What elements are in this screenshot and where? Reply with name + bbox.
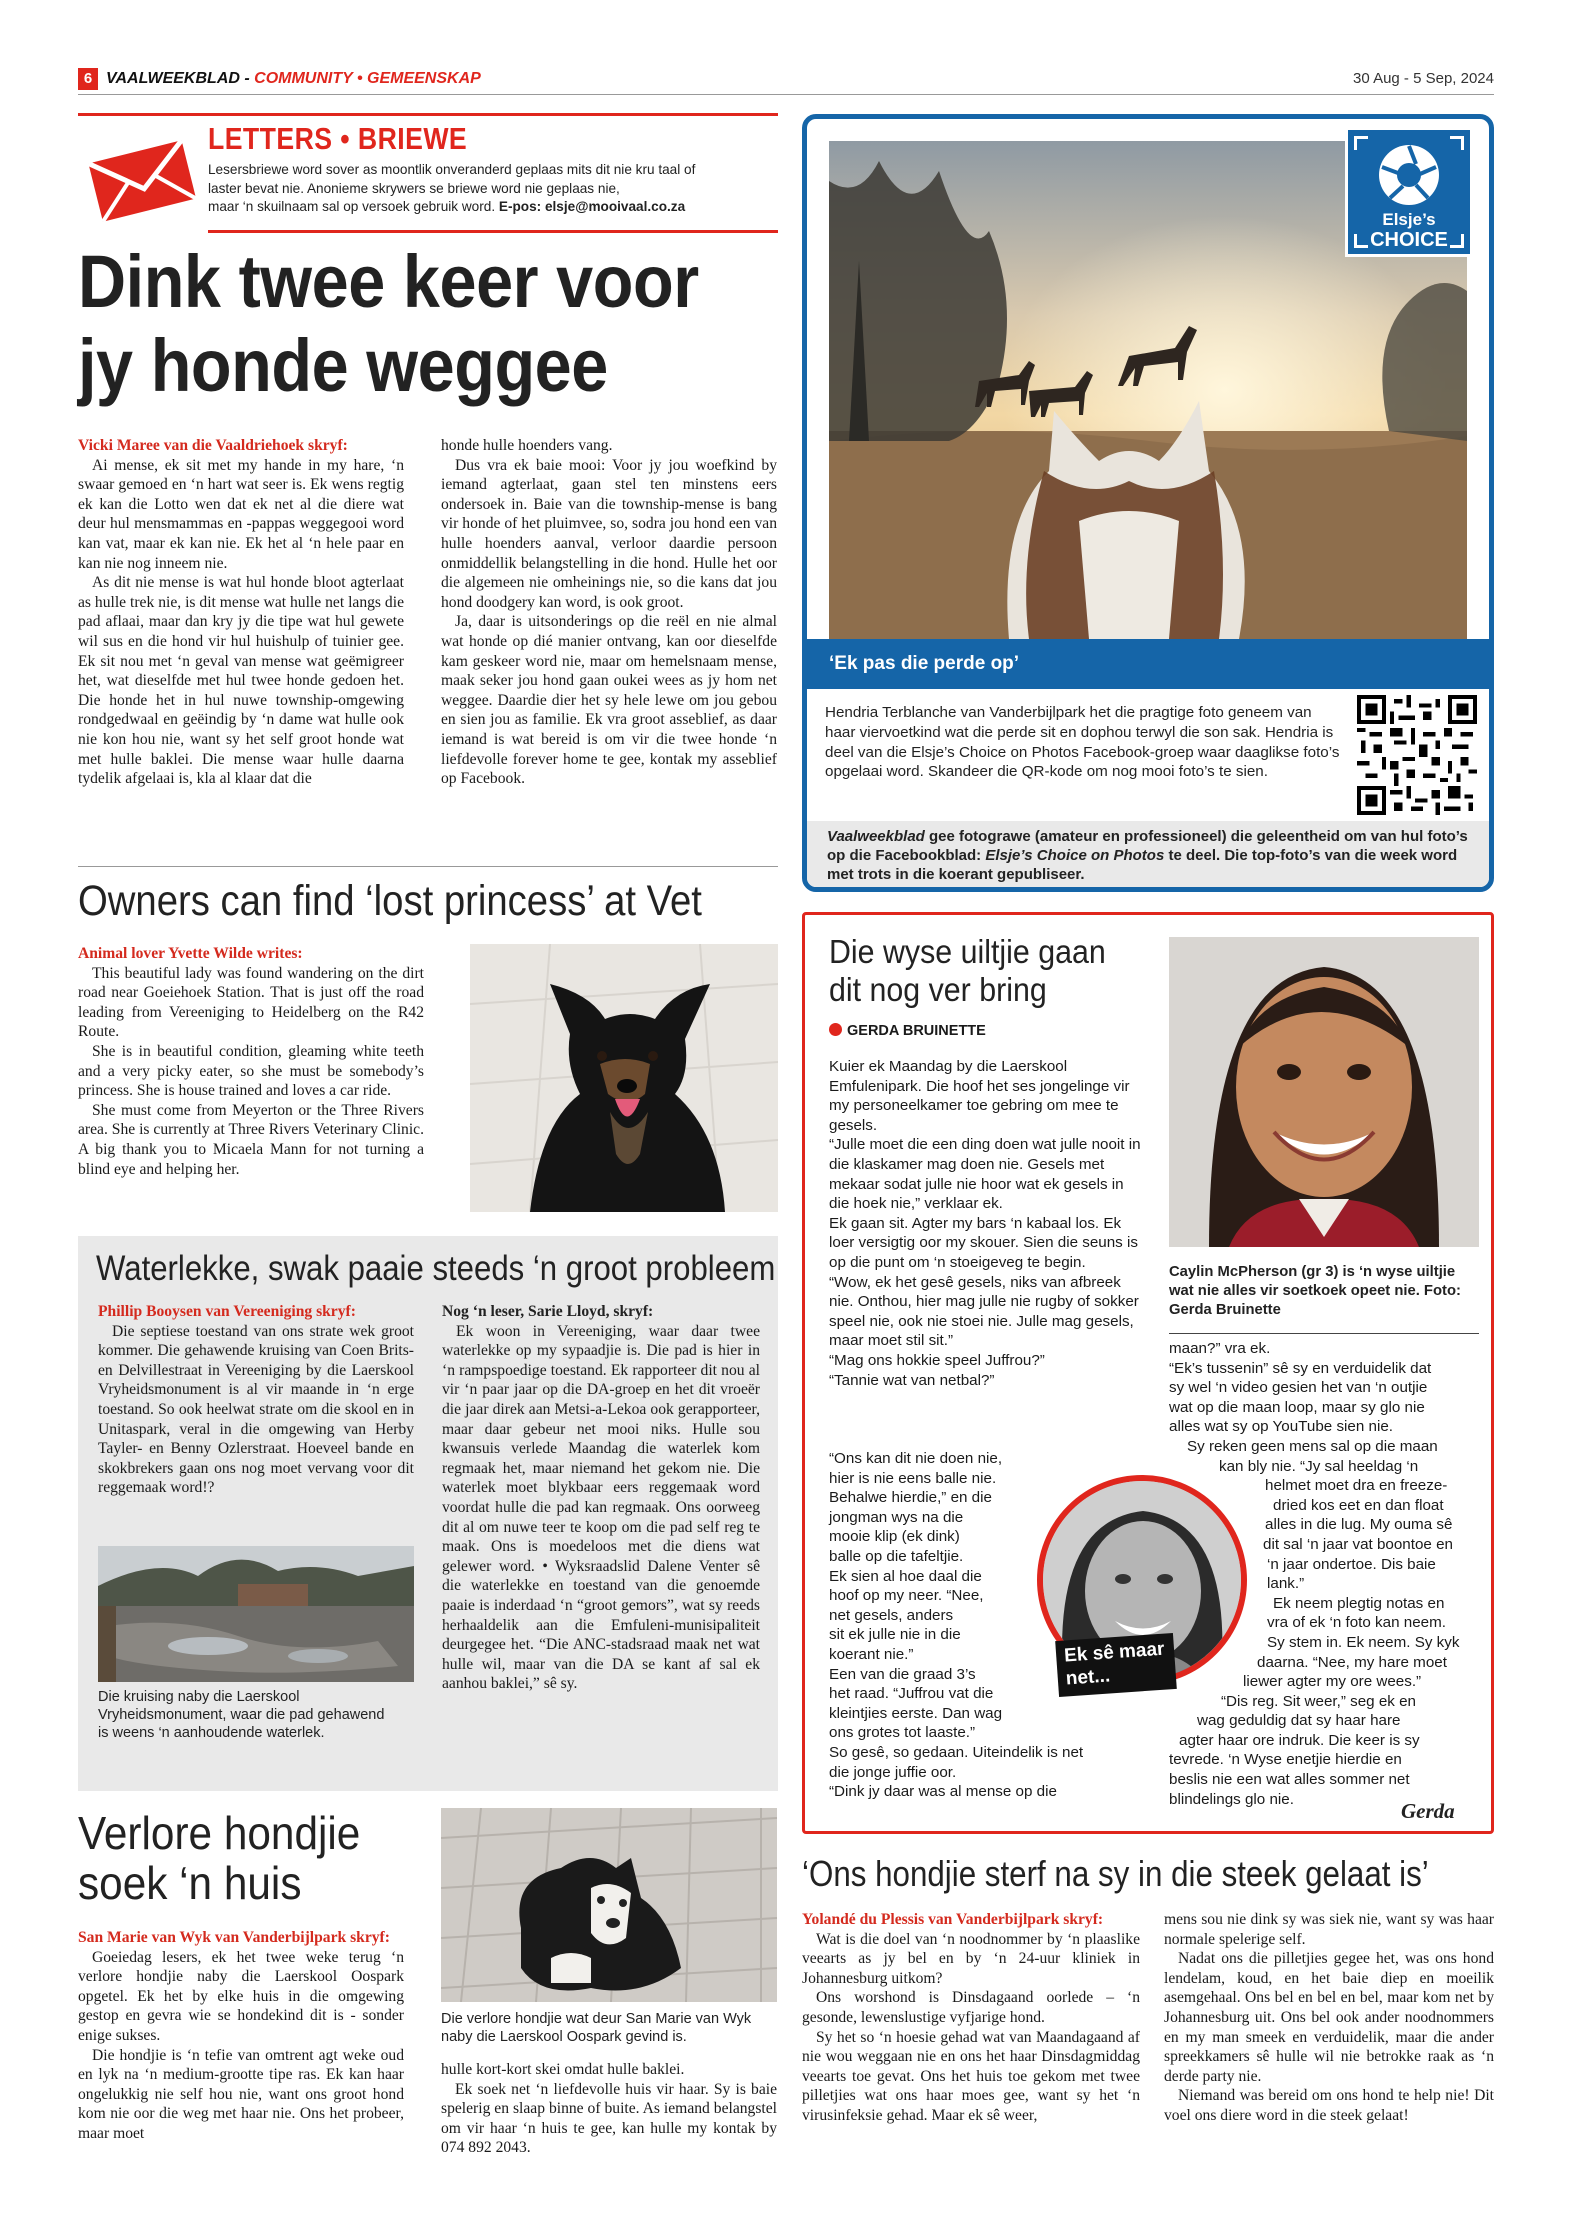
article-water-col2 (442, 1302, 760, 1694)
letters-intro-text: maar ‘n skuilnaam sal op versoek gebruik word. (208, 199, 496, 214)
paragraph: Sy het so ‘n hoesie gehad wat van Maandagaand af nie wou weggaan nie en ons het haar Dinsdagmiddag veearts toe gevat. Ons het huis toe gekom met twee pilletjies wat ons haar moes gee, want sy het ‘n virusinfeksie gehad. Maar ek sê weer, (802, 2028, 1140, 2124)
badge-line1: Elsje’s (1382, 210, 1436, 229)
paragraph: Ek woon in Vereeniging, waar daar twee waterlekke op my sypaadjie is. Die pad is hier in ‘n rampspoedige toestand. Ek rapporteer dit nou al vir ‘n paar jaar op die DA-groep en het dit vroeër die jaar direk aan Metsi-a-Lekoa ook gerapporteer, maar daar gebeur net mooi niks. Hulle sou kwansuis verlede Maandag die waterlek kom regmaak het, maar niemand het gekom nie. Die waterlek moet blykbaar eers reggemaak word voordat hulle die pad kan regmaak. Ons oorweeg dit al om nuwe teer te koop om die pad self reg te maak. Ons is moedeloos met die diens wat gelewer word. • Wyksraadslid Dalene Venter sê die waterlekke en toestand van die genoemde paaie is inderdaad ‘n “groot gemors”, wat sy reeds herhaaldelik aan die Emfuleni-munisipaliteit deurgegee het. “Die ANC-stadsraad maak net wat hulle wil, maar van die DA se kant af sal ek aanhou baklei,” sê sy. (442, 1322, 760, 1693)
text-line: “Ons kan dit nie doen nie, (829, 1450, 1003, 1467)
masthead-sep: - (239, 70, 255, 87)
paragraph: She is in beautiful condition, gleaming white teeth and a very picky eater, so she must be somebody’s princess. She is house trained and loves a car ride. (78, 1042, 424, 1100)
footer-pub: Vaalweekblad (827, 828, 925, 845)
headline-line2: jy honde weggee (78, 324, 608, 407)
paragraph: Kuier ek Maandag by die Laerskool Emfulenipark. Die hoof het ses jongelinge vir my personeelkamer toe gebring om mee te gesels. (829, 1058, 1130, 1134)
photo-black-dog (470, 944, 778, 1212)
paragraph: As dit nie mense is wat hul honde bloot agterlaat as hulle trek nie, is dit mense wat hulle net langs die pad aflaai, maar dan kry jy die tipe wat hul gewete wil sus en die hond vir hul huishulp of tuinier gee. Ek sit nou met ‘n geval van mense wat geëmigreer het, wat dieselfde met hul twee honde gedoen het. Die honde het in hul nuwe township-omgewing rondgedwaal en geëindig by ‘n dame wat hulle ook nie kon hou nie, want sy het self groot honde wat met hulle baklei. Die mense waar hulle daarna tydelik afgelaai is, kla al klaar dat die (78, 574, 404, 788)
text-line: Sy reken geen mens sal op die maan (1187, 1437, 1438, 1455)
article-dogs-headline (78, 240, 726, 408)
headline-line1: Dink twee keer voor (78, 240, 699, 323)
text-line: blindelings glo nie. (1169, 1790, 1294, 1808)
section-bullet: • (352, 70, 368, 87)
article-water-col1 (98, 1302, 414, 1498)
text-line: sy wel ‘n video gesien het van ‘n outjie (1169, 1379, 1428, 1397)
text-line: ‘n jaar ondertoe. Dis baie (1267, 1555, 1436, 1573)
paragraph: Nadat ons die pilletjies gegee het, was ons hond lendelam, koud, en het baie diep en moeilik asemgehaal. Ons bel en bel en bel, maar kom net by Johannesburg uit. Ons bel ook ander noodnommers en my man smeek en verduidelik, maar die ander spreekkamers sê hulle wil nie betrokke raak as ‘n derde party nie. (1164, 1950, 1494, 2085)
text-line: “Dis reg. Sit weer,” seg ek en (1221, 1692, 1416, 1710)
text-line: maan?” vra ek. (1169, 1340, 1271, 1357)
footer-text-1: gee fotograwe (amateur en professioneel) die geleentheid om van hul foto’s op die Facebookblad: (827, 828, 1468, 864)
masthead-title: VAALWEEKBLAD (106, 70, 240, 87)
paragraph: “Mag ons hokkie speel Juffrou?” (829, 1351, 1045, 1369)
badge-corner-tl (1354, 136, 1368, 150)
banner-top-rule (78, 113, 778, 116)
badge-corner-br (1450, 234, 1464, 248)
text-line: wag geduldig dat sy haar hare (1197, 1712, 1401, 1730)
elsjes-choice-badge (1345, 127, 1473, 257)
paragraph: “Julle moet die een ding doen wat julle nooit in die klaskamer mag doen nie. Gesels met mekaar sodat julle nie hoor wat ek gesels in die hoek nie,” verklaar ek. (829, 1136, 1141, 1213)
masthead (106, 68, 481, 90)
paragraph: She must come from Meyerton or the Three Rivers area. She is currently at Three Rivers Veterinary Clinic. A big thank you to Micaela Mann for not turning a blind eye and helping her. (78, 1101, 424, 1178)
headline-line1: Die wyse uiltjie gaan (829, 933, 1106, 970)
paragraph: Wat is die doel van ‘n noodnommer by ‘n plaaslike veearts as jy bel en by ‘n 24-uur kliniek in Johannesburg uitkom? (802, 1930, 1140, 1987)
section-name: COMMUNITY (254, 70, 353, 87)
article-lost-puppy-col2 (441, 2060, 777, 2158)
text-line: ons grotes tot laaste.” (829, 1724, 976, 1742)
photo-caption-title: ‘Ek pas die perde op’ (829, 653, 1020, 674)
paragraph: Ek gaan sit. Agter my bars ‘n kabaal los. Ek loer versigtig oor my skouer. Sien die seuns is op die punt om ‘n stoeigeveg te begin. (829, 1214, 1138, 1271)
text-line: net gesels, anders (829, 1606, 954, 1624)
text-line: liewer agter my ore wees.” (1243, 1673, 1422, 1691)
paragraph: Die hondjie is ‘n tefie van omtrent agt weke oud en lyk na ‘n medium-grootte tipe ras. Ek kan haar ongelukkig nie self hou nie, want ons groot hond kom nie oor die weg met haar nie. Ons het probeer, maar moet (78, 2046, 404, 2142)
photo-caylin-caption: Caylin McPherson (gr 3) is ‘n wyse uiltjie wat nie alles vir soetkoek opeet nie. Foto: Gerda Bruinette (1169, 1264, 1461, 1318)
letters-intro (208, 161, 778, 217)
qr-code[interactable] (1357, 695, 1477, 815)
footer-text-2: te deel. Die top-foto’s van die week word met trots in die koerant gepubliseer. (827, 847, 1458, 883)
column-badge-ek-se-maar-net (1055, 1633, 1177, 1697)
article-water-panel (78, 1236, 778, 1791)
text-line: dried kos eet en dan float (1273, 1496, 1444, 1514)
letters-intro-line3 (208, 198, 778, 217)
page-header (78, 64, 1494, 94)
red-dot-icon (829, 1023, 842, 1036)
elsjes-choice-description: Hendria Terblanche van Vanderbijlpark het die pragtige foto geneem van haar viervoetkind wat die perde sit en dophou terwyl die son sak. Hendria is deel van die Elsje’s Choice on Photos Facebook-groep waar daaglikse foto’s opgelaai word. Skandeer die QR-kode om nog mooi foto’s te sien. (825, 704, 1340, 781)
banner-bottom-rule (208, 230, 778, 233)
article-died-col1 (802, 1910, 1140, 2126)
text-line: lank.” (1267, 1575, 1305, 1593)
text-line: die jonge juffie oor. (829, 1763, 957, 1781)
letters-email[interactable]: E-pos: elsje@mooivaal.co.za (498, 199, 686, 214)
badge-corner-bl (1354, 234, 1368, 248)
text-line: daarna. “Nee, my hare moet (1257, 1653, 1447, 1671)
photo-caption-bar (807, 639, 1489, 689)
letters-title: LETTERS • BRIEWE (208, 121, 468, 156)
text-line: wat op die maan loop, maar sy glo nie (1169, 1398, 1425, 1416)
article-dogs-byline: Vicki Maree van die Vaaldriehoek skryf: (78, 437, 348, 454)
camera-aperture-icon (1376, 142, 1442, 208)
elsjes-choice-panel (802, 114, 1494, 892)
paragraph: Niemand was bereid om ons hond te help nie! Dit voel ons diere word in die steek gelaat! (1164, 2087, 1494, 2124)
text-line: alles wat sy op YouTube sien nie. (1169, 1418, 1394, 1436)
text-line: dit sal ‘n jaar vat boontoe en (1263, 1535, 1453, 1553)
text-line: vra of ek ‘n foto kan neem. (1267, 1614, 1446, 1632)
article-water-byline2: Nog ‘n leser, Sarie Lloyd, skryf: (442, 1303, 654, 1320)
author-name: GERDA BRUINETTE (847, 1023, 986, 1039)
footer-group: Elsje’s Choice on Photos (985, 847, 1165, 864)
paragraph: Ek soek net ‘n liefdevolle huis vir haar. Sy is baie spelerig en slaap binne of buite. As iemand belangstel om vir haar ‘n huis te gee, kan hulle my kontak by 074 892 2043. (441, 2080, 777, 2157)
paragraph: Dus vra ek baie mooi: Voor jy jou woefkind by iemand agterlaat, gaan stel ten minstens eers ondersoek in. Baie van die township-mense is bang vir honde of het pluimvee, so, sodra jou hond een van hulle hoenders aanval, verloor daardie persoon onmiddellik belangstelling in die hond. Hulle het oor die algemeen nie omheinings nie, so die kans dat jou hond doodgery kan word, is ook groot. (441, 456, 777, 611)
text-line: alles in die lug. My ouma sê (1265, 1516, 1453, 1534)
text-line: agter haar ore indruk. Die keer is sy (1179, 1731, 1420, 1749)
article-died-headline: ‘Ons hondjie sterf na sy in die steek gelaat is’ (802, 1853, 1429, 1894)
text-line: hier is nie eens balle nie. (829, 1469, 997, 1487)
text-line: “Ek’s tussenin” sê sy en verduidelik dat (1169, 1359, 1432, 1377)
article-dogs-col1 (78, 436, 404, 789)
text-line: jongman wys na die (829, 1508, 964, 1526)
issue-date: 30 Aug - 5 Sep, 2024 (1353, 70, 1494, 87)
photo-damaged-road-caption: Die kruising naby die Laerskool Vryheidsmonument, waar die pad gehawend is weens ‘n aanhoudende waterlek. (98, 1689, 385, 1741)
photo-caylin (1169, 937, 1479, 1247)
letters-intro-line1: Lesersbriewe word sover as moontlik onveranderd geplaas mits dit nie kru taal of (208, 162, 696, 177)
headline-line2: dit nog ver bring (829, 971, 1047, 1008)
text-line: koerant nie.” (829, 1645, 914, 1663)
text-line: Sy stem in. Ek neem. Sy kyk (1267, 1633, 1460, 1651)
text-line: helmet moet dra en freeze- (1265, 1477, 1448, 1495)
signature-gerda: Gerda (1401, 1799, 1455, 1823)
paragraph: “Tannie wat van netbal?” (829, 1371, 995, 1389)
headline-line2: soek ‘n huis (78, 1857, 302, 1909)
article-princess-byline: Animal lover Yvette Wilde writes: (78, 945, 303, 962)
text-line: beslis nie een wat alles sommer net (1169, 1771, 1410, 1789)
text-line: Ek sien al hoe daal die (829, 1567, 982, 1585)
article-died-byline: Yolandé du Plessis van Vanderbijlpark skryf: (802, 1911, 1104, 1928)
paragraph: hulle kort-kort skei omdat hulle baklei. (441, 2061, 685, 2078)
photo-lost-puppy-caption: Die verlore hondjie wat deur San Marie van Wyk naby die Laerskool Oospark gevind is. (441, 2011, 752, 2045)
article-water-byline1: Phillip Booysen van Vereeniging skryf: (98, 1303, 356, 1320)
paragraph: Die septiese toestand van ons strate wek groot kommer. Die gehawende kruising van Coen Brits- en Delvillestraat in Vereeniging by die Laerskool Vryheidsmonument is al vir maande in ‘n erge toestand. So ook heelwat strate om die skool en in Unitaspark, veral in die omgewing van Herby Tayler- en Benny Ozlerstraat. Hoeveel bande en skokbrekers gaan ons nog moet vervang voor dit reggemaak word!? (98, 1322, 414, 1497)
text-line: Ek neem plegtig notas en (1273, 1594, 1445, 1612)
badge-text: Ek sê maar net... (1063, 1638, 1166, 1690)
text-line: balle op die tafeltjie. (829, 1547, 964, 1565)
badge-corner-tr (1450, 136, 1464, 150)
article-wise-text1 (829, 1057, 1147, 1390)
article-died-col2 (1164, 1910, 1494, 2126)
text-line: “Dink jy daar was al mense op die (829, 1783, 1057, 1801)
article-wise-headline (829, 933, 1106, 1009)
text-line: kan bly nie. “Jy sal heeldag ‘n (1219, 1457, 1419, 1475)
article-wise-author (829, 1023, 986, 1039)
photo-damaged-road (98, 1546, 414, 1682)
text-line: mooie klip (ek dink) (829, 1528, 960, 1546)
section-name-af: GEMEENSKAP (367, 70, 481, 87)
article-lost-puppy-col1 (78, 1928, 404, 2144)
caption-rule (1169, 1333, 1479, 1334)
badge-line2: CHOICE (1370, 229, 1448, 251)
photo-lost-puppy (441, 1808, 777, 2002)
letters-intro-line2: laster bevat nie. Anonieme skrywers se briewe word nie geplaas nie, (208, 180, 620, 196)
elsjes-choice-footer (807, 821, 1489, 887)
text-line: sit ek julle nie in die (829, 1626, 961, 1644)
paragraph: Ai mense, ek sit met my hande in my hare, ‘n swaar gemoed en ‘n hart wat seer is. Ek wens regtig ek kan die Lotto wen dat ek net al die diere wat deur hul mensmammas en -pappas weggegooi word kan vat, maar ek kan nie. Ek het al ‘n hele paar en kan nie nog inneem nie. (78, 456, 404, 572)
paragraph: mens sou nie dink sy was siek nie, want sy was haar normale spelerige self. (1164, 1911, 1494, 1948)
text-line: het raad. “Juffrou vat die (829, 1685, 994, 1703)
article-water-headline: Waterlekke, swak paaie steeds ‘n groot probleem (96, 1249, 776, 1288)
article-princess-headline: Owners can find ‘lost princess’ at Vet (78, 877, 702, 925)
article-wise-panel (802, 912, 1494, 1834)
headline-line1: Verlore hondjie (78, 1807, 361, 1859)
article-lost-puppy-headline (78, 1808, 360, 1908)
text-line: Een van die graad 3’s (829, 1665, 976, 1683)
header-rule (78, 94, 1494, 95)
article-lost-puppy-byline: San Marie van Wyk van Vanderbijlpark skryf: (78, 1929, 390, 1946)
paragraph: Ons worshond is Dinsdagaand oorlede – ‘n gesonde, lewenslustige vyfjarige hond. (802, 1989, 1140, 2026)
article-princess-text (78, 944, 424, 1179)
paragraph: honde hulle hoenders vang. (441, 437, 613, 454)
paragraph: “Wow, ek het gesê gesels, niks van afbreek nie. Onthou, hier mag julle nie rugby of sokker speel nie, ook nie stoei nie. Julle mag gesels, maar moet stil sit.” (829, 1273, 1139, 1350)
letters-banner (78, 113, 778, 233)
divider (78, 866, 778, 867)
paragraph: Ja, daar is uitsonderings op die reël en nie almal wat honde op dié manier ontvang, kan oor dieselfde kam geskeer word nie, maar om hemelsnaam mense, maak seker jou hond gaan oukei wees as jy hom net weggee. Daardie dier het sy hele lewe om jou gebou en sien jou as familie. Ek vra groot asseblief, as daar iemand is wat bereid is om vir die twee honde ‘n liefdevolle forever home te gee, kontak my asseblief op Facebook. (441, 613, 777, 788)
paragraph: This beautiful lady was found wandering on the dirt road near Goeiehoek Station. That is just off the road leading from Vereeniging to Heidelberg on the R42 Route. (78, 964, 424, 1041)
paragraph: Goeiedag lesers, ek het twee weke terug ‘n verlore hondjie naby die Laerskool Oospark opgetel. Ek het by elke huis in die omgewing gestop en gevra wie se hondekind dit is - sonder enige sukses. (78, 1948, 404, 2044)
text-line: Behalwe hierdie,” en die (829, 1489, 992, 1507)
text-line: kleintjies eerste. Dan wag (829, 1704, 1003, 1722)
text-line: hoof op my neer. “Nee, (829, 1587, 984, 1605)
text-line: tevrede. ‘n Wyse enetjie hierdie en (1169, 1751, 1402, 1769)
envelope-icon (82, 137, 202, 223)
article-dogs-col2 (441, 436, 777, 789)
text-line: So gesê, so gedaan. Uiteindelik is net (829, 1743, 1084, 1761)
page-number: 6 (78, 68, 98, 90)
